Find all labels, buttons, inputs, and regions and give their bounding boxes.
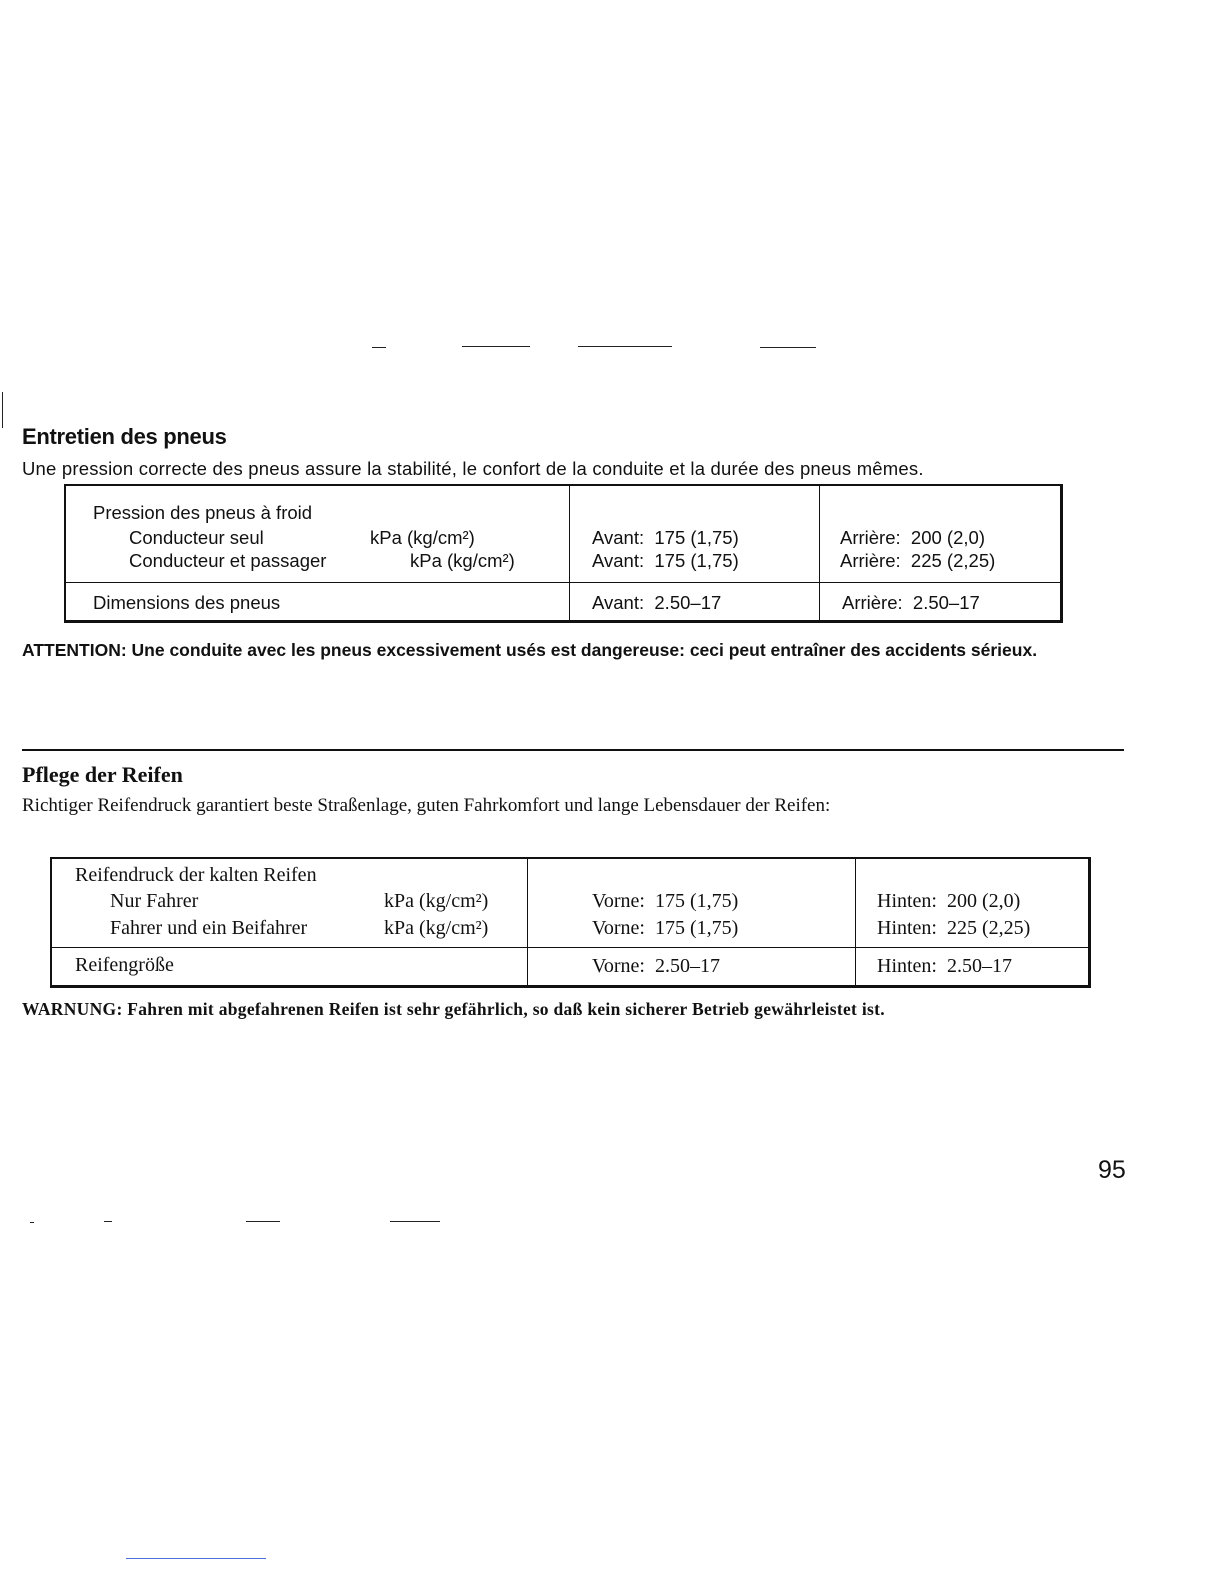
section-separator [22,749,1124,751]
french-rear-rider-passenger: Arrière: 225 (2,25) [840,550,996,571]
scan-mark-left [2,392,3,428]
french-rider-only-unit: kPa (kg/cm²) [370,527,475,548]
scan-mark-bottom-5 [126,1558,266,1559]
french-rider-passenger-unit: kPa (kg/cm²) [410,550,515,571]
german-table-row-divider [52,947,1088,948]
page-number: 95 [1098,1156,1126,1184]
scan-mark-top-1 [372,347,386,348]
french-table-divider-1 [569,486,570,620]
french-rider-passenger-label: Conducteur et passager [129,550,327,571]
german-rider-only-label: Nur Fahrer [110,890,199,912]
french-intro: Une pression correcte des pneus assure la stabilité, le confort de la conduite et la durée des pneus mêmes. [22,458,924,479]
german-size-label: Reifengröße [75,954,174,976]
french-front-size: Avant: 2.50–17 [592,592,722,613]
french-rider-only-label: Conducteur seul [129,527,264,548]
german-warning: WARNUNG: Fahren mit abgefahrenen Reifen ist sehr gefährlich, so daß kein sicherer Betrieb gewährleistet ist. [22,999,885,1019]
scan-mark-bottom-4 [390,1221,440,1222]
french-heading: Entretien des pneus [22,424,227,449]
german-rear-size: Hinten: 2.50–17 [877,955,1012,977]
german-intro: Richtiger Reifendruck garantiert beste Straßenlage, guten Fahrkomfort und lange Lebensdauer der Reifen: [22,795,831,816]
german-table-divider-2 [855,859,856,985]
scan-mark-bottom-2 [104,1221,112,1222]
german-table-divider-1 [527,859,528,985]
french-warning: ATTENTION: Une conduite avec les pneus excessivement usés est dangereuse: ceci peut entraîner des accidents sérieux. [22,640,1038,660]
german-rear-rider-only: Hinten: 200 (2,0) [877,890,1021,912]
scan-mark-bottom-1 [30,1222,34,1223]
german-rear-rider-passenger: Hinten: 225 (2,25) [877,917,1031,939]
french-rear-rider-only: Arrière: 200 (2,0) [840,527,985,548]
german-rider-passenger-label: Fahrer und ein Beifahrer [110,917,308,939]
french-size-label: Dimensions des pneus [93,592,281,613]
french-table-divider-2 [819,486,820,620]
german-front-size: Vorne: 2.50–17 [592,955,720,977]
scan-mark-top-2 [462,346,530,347]
german-rider-only-unit: kPa (kg/cm²) [384,890,489,912]
german-front-rider-passenger: Vorne: 175 (1,75) [592,917,739,939]
german-heading: Pflege der Reifen [22,762,183,787]
scan-mark-bottom-3 [246,1221,280,1222]
german-tire-table [50,857,1091,988]
french-front-rider-passenger: Avant: 175 (1,75) [592,550,739,571]
french-front-rider-only: Avant: 175 (1,75) [592,527,739,548]
scan-mark-top-3 [578,346,672,347]
scan-mark-top-4 [760,347,816,348]
german-pressure-title: Reifendruck der kalten Reifen [75,864,317,886]
german-front-rider-only: Vorne: 175 (1,75) [592,890,739,912]
french-rear-size: Arrière: 2.50–17 [842,592,980,613]
french-table-row-divider [66,582,1060,583]
french-tire-table [64,484,1063,623]
french-pressure-title: Pression des pneus à froid [93,502,313,523]
german-rider-passenger-unit: kPa (kg/cm²) [384,917,489,939]
